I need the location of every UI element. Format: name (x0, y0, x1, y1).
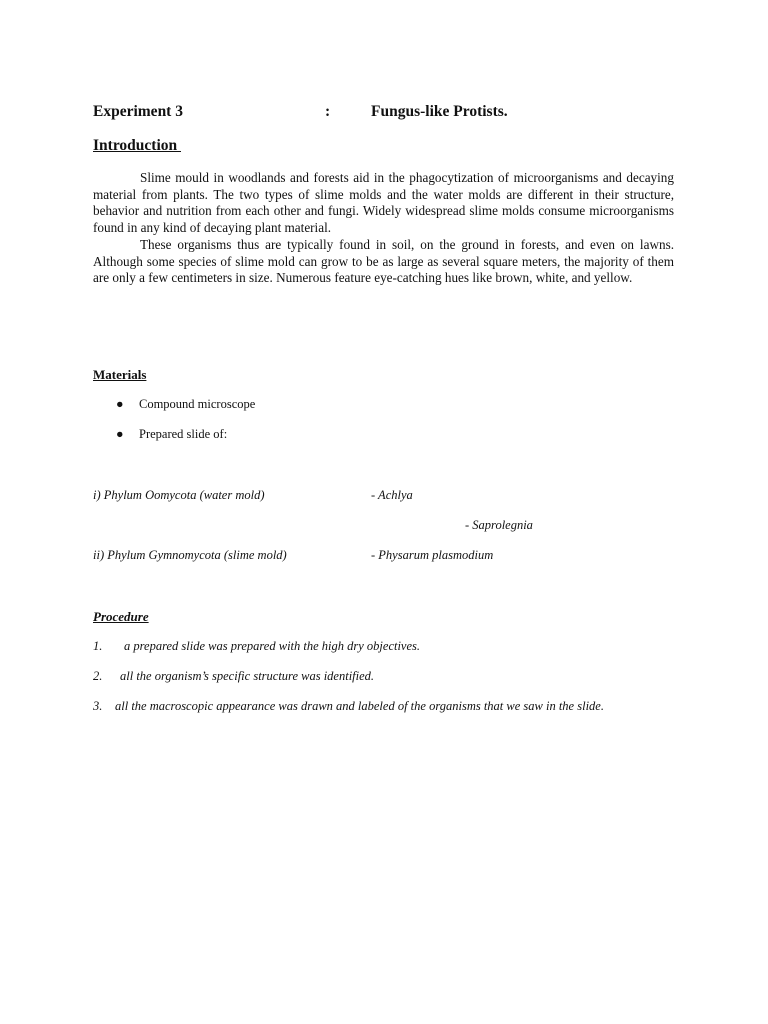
procedure-heading: Procedure (93, 609, 149, 624)
introduction-paragraph: These organisms thus are typically found in soil, on the ground in forests, and even on lawns. Although some species of slime mold can grow to be as large as several square meters, the majority of them are only a few centimeters in size. Numerous feature eye-catching hues like brown, white, and yellow. (93, 236, 674, 286)
step-text: all the organism’s specific structure was identified. (120, 669, 375, 683)
introduction-paragraph: Slime mould in woodlands and forests aid in the phagocytization of microorganisms and decaying material from plants. The two types of slime molds and the water molds are different in their structure, behavior and nutrition from each other and fungi. Widely widespread slime molds consume microorganisms found in any kind of decaying plant material. (93, 170, 674, 236)
experiment-title: Fungus-like Protists. (371, 103, 508, 120)
experiment-label: Experiment 3 (93, 103, 183, 120)
species-physarum: - Physarum plasmodium (371, 548, 494, 562)
step-number: 1. (93, 639, 103, 653)
step-text: all the macroscopic appearance was drawn and labeled of the organisms that we saw in the slide. (115, 699, 604, 713)
bullet-icon: ● (116, 397, 124, 411)
materials-item-label: Prepared slide of: (139, 427, 228, 441)
step-text: a prepared slide was prepared with the high dry objectives. (124, 639, 421, 653)
species-achlya: - Achlya (371, 488, 413, 502)
heading-colon: : (325, 103, 331, 120)
materials-item-label: Compound microscope (139, 397, 256, 411)
introduction-body (93, 170, 674, 287)
step-number: 2. (93, 669, 103, 683)
phylum-oomycota: i) Phylum Oomycota (water mold) (93, 488, 265, 502)
step-number: 3. (93, 699, 103, 713)
experiment-heading (93, 103, 693, 125)
phylum-gymnomycota: ii) Phylum Gymnomycota (slime mold) (93, 548, 287, 562)
introduction-heading: Introduction (93, 137, 181, 154)
materials-heading: Materials (93, 367, 147, 382)
bullet-icon: ● (116, 427, 124, 441)
species-saprolegnia: - Saprolegnia (465, 518, 533, 532)
